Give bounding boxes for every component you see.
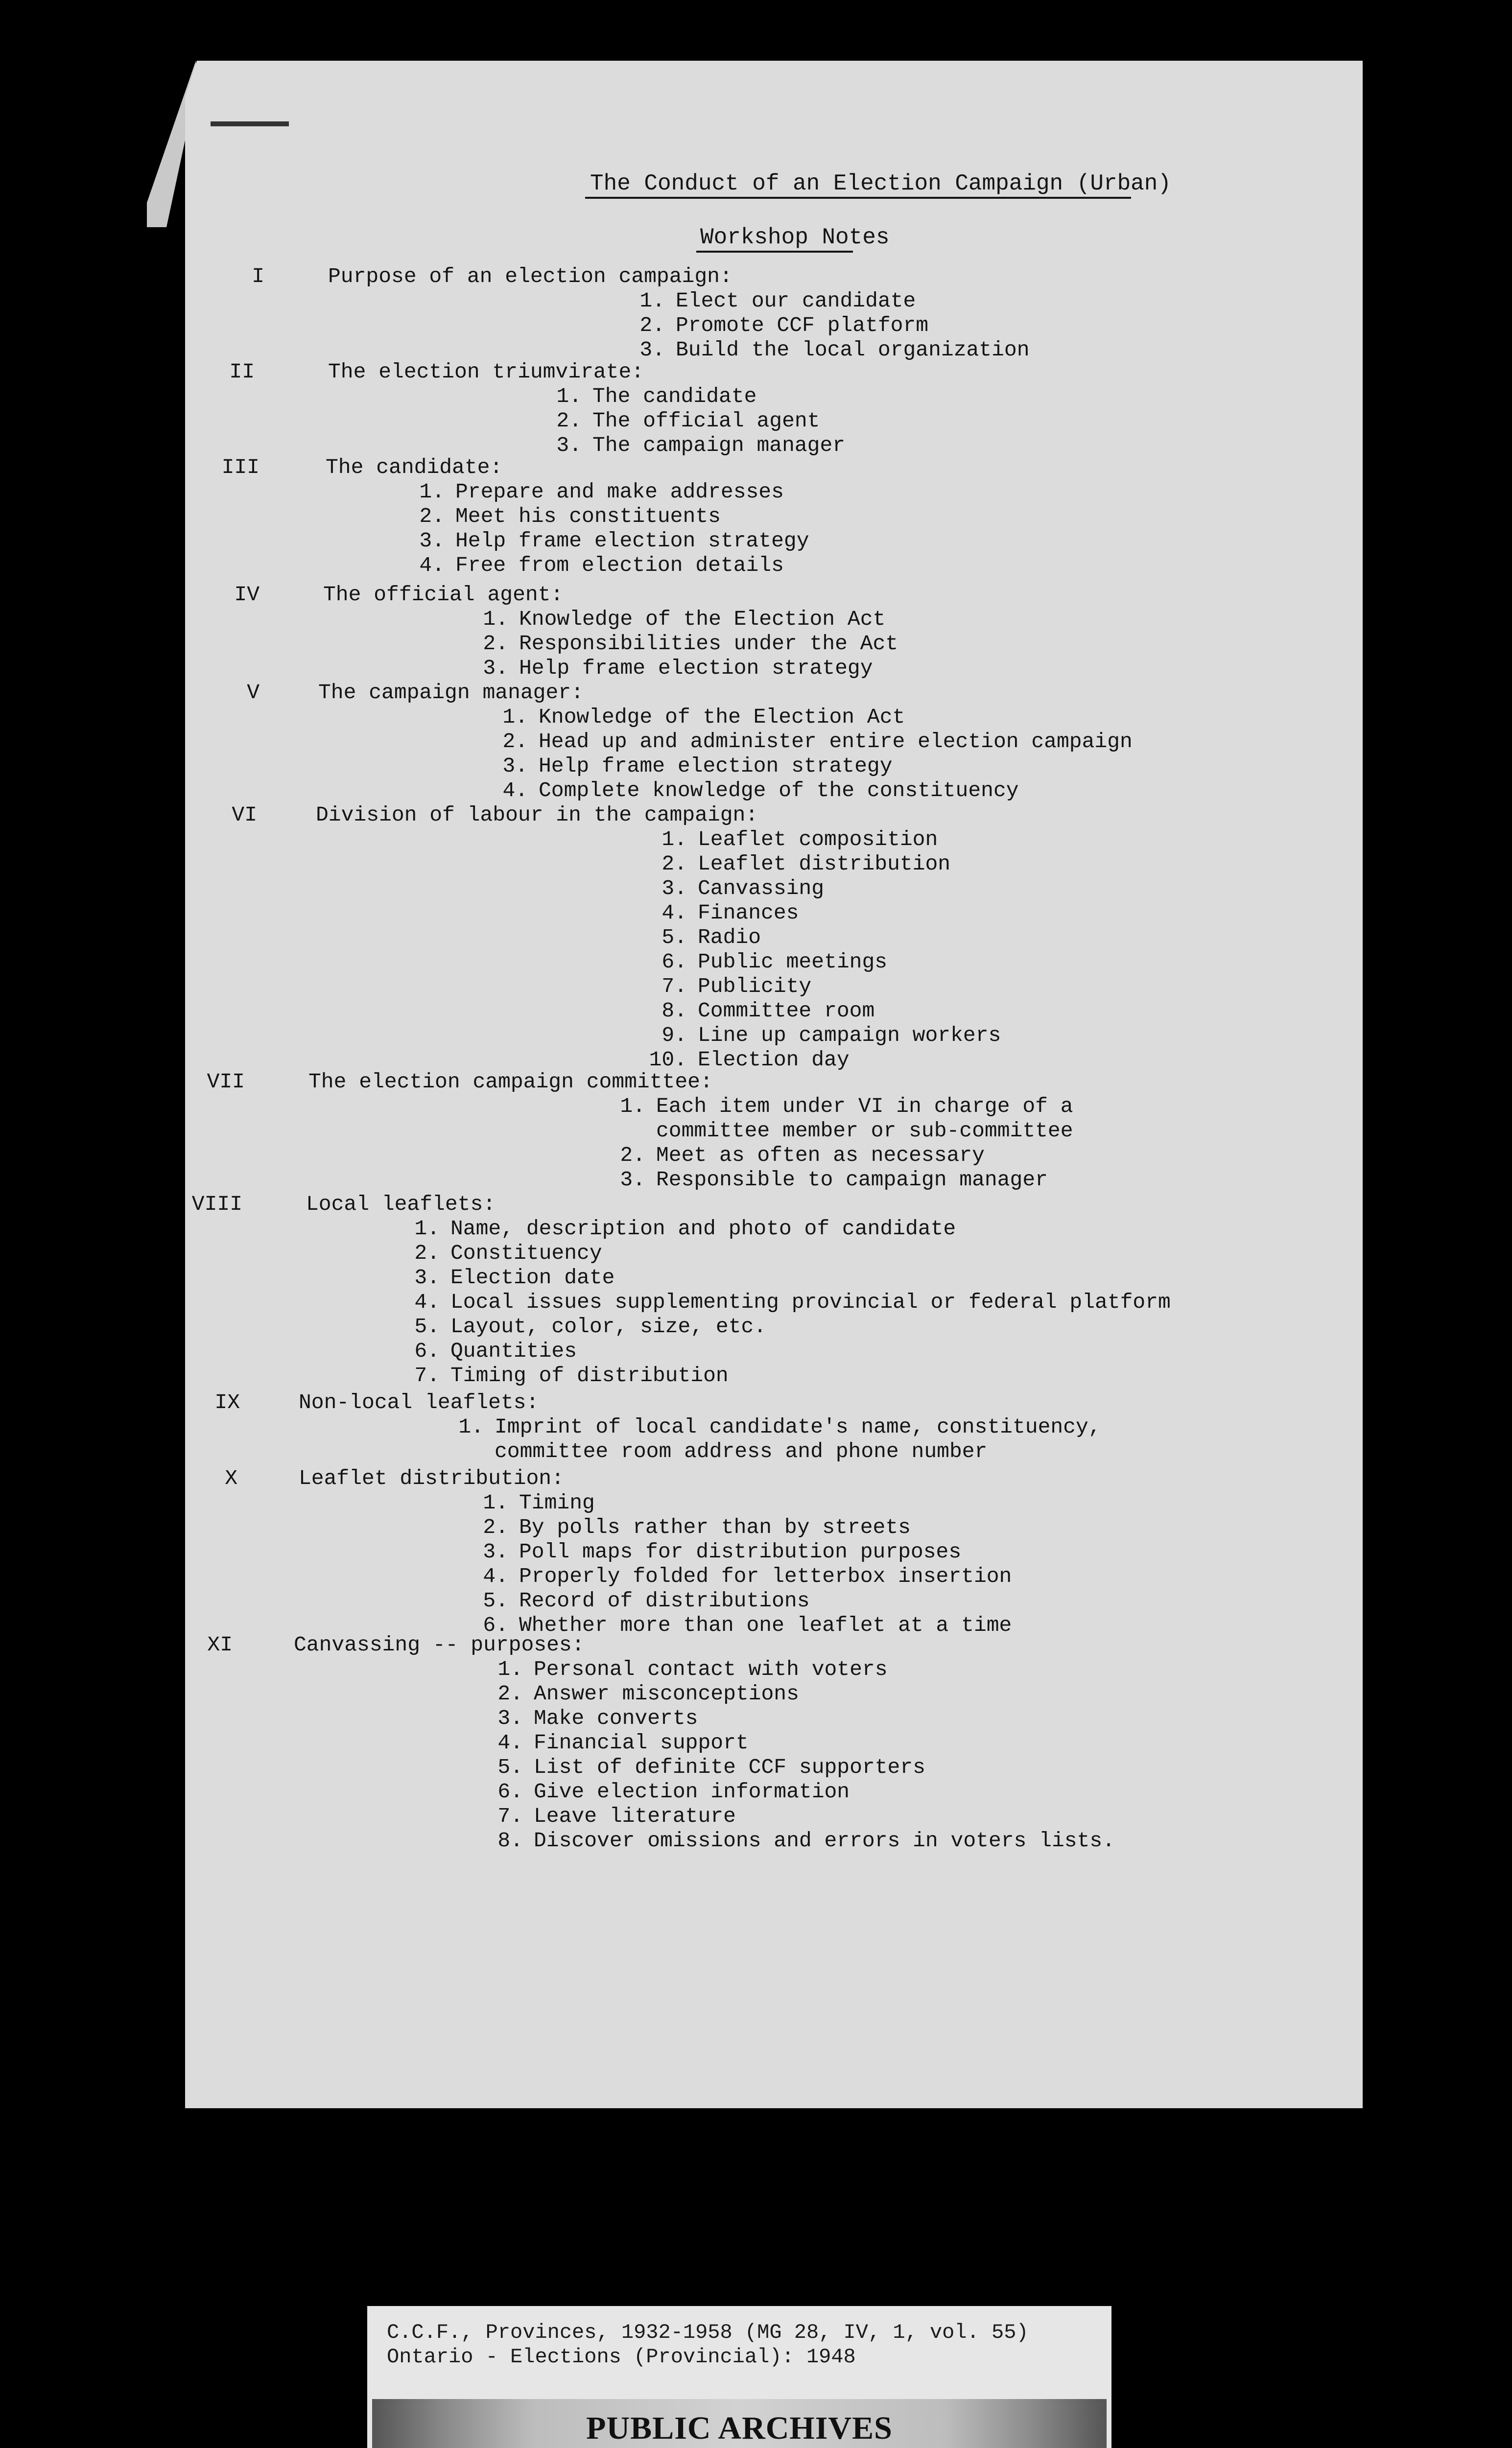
- section-items: [543, 384, 845, 458]
- list-item: [402, 1315, 1171, 1339]
- list-item: [543, 409, 845, 433]
- section-number: VI: [232, 803, 257, 827]
- title-text: The Conduct of an Election Campaign (Urban): [590, 171, 1171, 196]
- list-item: [402, 1241, 1171, 1266]
- item-text: Help frame election strategy: [455, 529, 809, 553]
- item-number: 7.: [497, 1804, 523, 1828]
- list-item: [485, 1755, 1115, 1780]
- item-text: Meet as often as necessary: [656, 1143, 985, 1167]
- list-item: [446, 1415, 1101, 1439]
- item-text: Properly folded for letterbox insertion: [519, 1564, 1012, 1588]
- item-number: 2.: [620, 1143, 645, 1167]
- item-number: 3.: [483, 656, 508, 680]
- archive-reference-line: C.C.F., Provinces, 1932-1958 (MG 28, IV, 1, vol. 55): [387, 2321, 1029, 2344]
- list-item: [406, 480, 809, 504]
- archives-stamp: [372, 2399, 1107, 2448]
- section-number: X: [225, 1466, 237, 1490]
- list-item: [649, 876, 1001, 901]
- section-items: [470, 607, 898, 681]
- item-text: Canvassing: [698, 876, 825, 900]
- item-text: Answer misconceptions: [534, 1682, 799, 1706]
- item-number: 3.: [639, 338, 665, 362]
- list-item: [402, 1364, 1171, 1388]
- list-item: [649, 901, 1001, 925]
- item-text: Knowledge of the Election Act: [519, 607, 886, 631]
- item-number: 1.: [483, 1491, 508, 1515]
- section-heading: Local leaflets:: [306, 1192, 496, 1216]
- list-item: [402, 1266, 1171, 1290]
- list-item: [490, 778, 1133, 803]
- section-number: V: [247, 681, 260, 705]
- section-number: VII: [207, 1070, 245, 1094]
- item-text: Layout, color, size, etc.: [450, 1315, 767, 1339]
- list-item: [402, 1339, 1171, 1364]
- section-heading: Canvassing -- purposes:: [294, 1633, 585, 1657]
- item-number: 4.: [414, 1290, 440, 1314]
- item-number: 5.: [662, 925, 687, 949]
- item-text: Finances: [698, 901, 799, 925]
- list-item: [649, 999, 1001, 1023]
- item-text: Help frame election strategy: [539, 754, 893, 778]
- list-item: [649, 950, 1001, 974]
- list-item: [627, 338, 1030, 362]
- item-text: Each item under VI in charge of a: [656, 1094, 1073, 1118]
- item-number: 7.: [662, 974, 687, 998]
- section-items: [627, 289, 1030, 362]
- item-text: Radio: [698, 925, 761, 949]
- item-number: 1.: [497, 1657, 523, 1681]
- list-item: [607, 1119, 1073, 1143]
- item-number: 2.: [414, 1241, 440, 1265]
- item-text: Imprint of local candidate's name, constituency,: [495, 1415, 1101, 1439]
- item-number: 4.: [419, 553, 445, 577]
- list-item: [649, 852, 1001, 876]
- list-item: [543, 433, 845, 458]
- section-items: [607, 1094, 1073, 1192]
- list-item: [446, 1439, 1101, 1464]
- item-text: Leaflet composition: [698, 827, 938, 851]
- section-number: XI: [207, 1633, 233, 1657]
- item-number: 9.: [662, 1023, 687, 1047]
- item-text: Whether more than one leaflet at a time: [519, 1613, 1012, 1637]
- archive-subject-line: Ontario - Elections (Provincial): 1948: [387, 2345, 856, 2369]
- list-item: [607, 1168, 1073, 1192]
- item-text: Give election information: [534, 1780, 850, 1804]
- item-number: 1.: [458, 1415, 484, 1439]
- list-item: [490, 730, 1133, 754]
- item-number: 6.: [414, 1339, 440, 1363]
- item-number: 2.: [662, 852, 687, 876]
- item-number: 2.: [483, 632, 508, 656]
- section-heading: The candidate:: [326, 455, 503, 479]
- item-number: 6.: [483, 1613, 508, 1637]
- item-text: Make converts: [534, 1706, 698, 1730]
- section-items: [485, 1657, 1115, 1853]
- section-items: [402, 1217, 1171, 1388]
- list-item: [649, 974, 1001, 999]
- list-item: [485, 1706, 1115, 1731]
- item-text: List of definite CCF supporters: [534, 1755, 925, 1779]
- list-item: [406, 553, 809, 578]
- list-item: [402, 1217, 1171, 1241]
- item-number: 6.: [497, 1780, 523, 1804]
- list-item: [627, 289, 1030, 313]
- item-text: Election date: [450, 1266, 615, 1290]
- item-number: 5.: [414, 1315, 440, 1339]
- item-text: The official agent: [592, 409, 820, 433]
- list-item: [543, 384, 845, 409]
- list-item: [607, 1094, 1073, 1119]
- section-heading: Division of labour in the campaign:: [316, 803, 758, 827]
- section-heading: Purpose of an election campaign:: [328, 264, 732, 288]
- handwritten-mark: [211, 121, 289, 126]
- list-item: [485, 1780, 1115, 1804]
- list-item: [649, 1048, 1001, 1072]
- item-number: 2.: [639, 313, 665, 337]
- item-text: Leave literature: [534, 1804, 736, 1828]
- item-text: Publicity: [698, 974, 812, 998]
- item-number: 2.: [497, 1682, 523, 1706]
- list-item: [485, 1804, 1115, 1829]
- item-number: 1.: [414, 1217, 440, 1241]
- item-number: 4.: [483, 1564, 508, 1588]
- item-text: Build the local organization: [676, 338, 1030, 362]
- item-number: 1.: [556, 384, 582, 408]
- item-text: committee member or sub-committee: [656, 1119, 1073, 1143]
- list-item: [470, 1515, 1012, 1540]
- item-number: 3.: [556, 433, 582, 457]
- list-item: [470, 1564, 1012, 1589]
- section-heading: Non-local leaflets:: [299, 1390, 539, 1414]
- list-item: [470, 1540, 1012, 1564]
- item-number: 8.: [662, 999, 687, 1023]
- section-heading: Leaflet distribution:: [299, 1466, 564, 1490]
- item-text: Financial support: [534, 1731, 749, 1755]
- item-text: Timing of distribution: [450, 1364, 729, 1388]
- item-text: Responsible to campaign manager: [656, 1168, 1048, 1192]
- item-text: committee room address and phone number: [495, 1439, 988, 1463]
- item-text: Local issues supplementing provincial or federal platform: [450, 1290, 1171, 1314]
- item-text: Prepare and make addresses: [455, 480, 784, 504]
- item-number: 4.: [497, 1731, 523, 1755]
- list-item: [607, 1143, 1073, 1168]
- item-text: Personal contact with voters: [534, 1657, 888, 1681]
- item-number: 2.: [483, 1515, 508, 1539]
- item-text: Complete knowledge of the constituency: [539, 778, 1019, 802]
- list-item: [485, 1682, 1115, 1706]
- item-text: Elect our candidate: [676, 289, 916, 313]
- list-item: [485, 1657, 1115, 1682]
- item-text: Responsibilities under the Act: [519, 632, 898, 656]
- item-number: 6.: [662, 950, 687, 974]
- list-item: [490, 754, 1133, 778]
- item-text: Name, description and photo of candidate: [450, 1217, 956, 1241]
- item-number: 3.: [620, 1168, 645, 1192]
- item-text: Record of distributions: [519, 1589, 810, 1613]
- list-item: [470, 607, 898, 632]
- item-number: 1.: [662, 827, 687, 851]
- item-number: 1.: [620, 1094, 645, 1118]
- subtitle-text: Workshop Notes: [700, 225, 890, 250]
- section-items: [649, 827, 1001, 1072]
- section-heading: The campaign manager:: [318, 681, 584, 705]
- item-number: 3.: [483, 1540, 508, 1564]
- item-text: Free from election details: [455, 553, 784, 577]
- item-number: 3.: [419, 529, 445, 553]
- item-number: 4.: [662, 901, 687, 925]
- item-text: Public meetings: [698, 950, 888, 974]
- item-number: 2.: [556, 409, 582, 433]
- item-number: 1.: [483, 607, 508, 631]
- section-items: [446, 1415, 1101, 1464]
- section-items: [470, 1491, 1012, 1638]
- section-number: VIII: [191, 1192, 242, 1216]
- item-text: Timing: [519, 1491, 595, 1515]
- list-item: [649, 1023, 1001, 1048]
- list-item: [490, 705, 1133, 730]
- item-number: 3.: [662, 876, 687, 900]
- item-text: The campaign manager: [592, 433, 846, 457]
- section-heading: The election triumvirate:: [328, 360, 644, 384]
- item-text: Constituency: [450, 1241, 602, 1265]
- section-heading: The official agent:: [323, 583, 564, 607]
- item-number: 4.: [502, 778, 528, 802]
- item-text: Head up and administer entire election campaign: [539, 730, 1133, 753]
- item-text: By polls rather than by streets: [519, 1515, 911, 1539]
- list-item: [402, 1290, 1171, 1315]
- item-text: Discover omissions and errors in voters lists.: [534, 1829, 1115, 1853]
- item-number: 10.: [649, 1048, 687, 1072]
- section-number: II: [229, 360, 255, 384]
- list-item: [470, 1491, 1012, 1515]
- list-item: [649, 827, 1001, 852]
- item-number: 1.: [419, 480, 445, 504]
- section-heading: The election campaign committee:: [308, 1070, 713, 1094]
- section-number: IV: [234, 583, 260, 607]
- item-number: 2.: [419, 504, 445, 528]
- item-text: Line up campaign workers: [698, 1023, 1001, 1047]
- item-text: Knowledge of the Election Act: [539, 705, 905, 729]
- section-number: I: [252, 264, 264, 288]
- item-number: 7.: [414, 1364, 440, 1388]
- item-number: 8.: [497, 1829, 523, 1853]
- section-items: [490, 705, 1133, 803]
- item-text: Election day: [698, 1048, 850, 1072]
- item-text: The candidate: [592, 384, 757, 408]
- section-items: [406, 480, 809, 578]
- item-text: Poll maps for distribution purposes: [519, 1540, 962, 1564]
- list-item: [406, 504, 809, 529]
- item-text: Help frame election strategy: [519, 656, 873, 680]
- list-item: [485, 1829, 1115, 1853]
- item-number: 1.: [502, 705, 528, 729]
- list-item: [470, 632, 898, 656]
- list-item: [627, 313, 1030, 338]
- item-number: 2.: [502, 730, 528, 753]
- item-number: 3.: [502, 754, 528, 778]
- item-text: Meet his constituents: [455, 504, 721, 528]
- item-text: Leaflet distribution: [698, 852, 951, 876]
- list-item: [485, 1731, 1115, 1755]
- section-number: IX: [214, 1390, 240, 1414]
- item-number: 5.: [497, 1755, 523, 1779]
- stamp-line-1: PUBLIC ARCHIVES: [586, 2410, 893, 2446]
- list-item: [406, 529, 809, 553]
- item-number: 5.: [483, 1589, 508, 1613]
- item-text: Promote CCF platform: [676, 313, 929, 337]
- list-item: [470, 1589, 1012, 1613]
- item-number: 3.: [414, 1266, 440, 1290]
- item-number: 3.: [497, 1706, 523, 1730]
- item-text: Committee room: [698, 999, 875, 1023]
- list-item: [649, 925, 1001, 950]
- list-item: [470, 656, 898, 681]
- item-text: Quantities: [450, 1339, 577, 1363]
- section-number: III: [221, 455, 260, 479]
- item-number: 1.: [639, 289, 665, 313]
